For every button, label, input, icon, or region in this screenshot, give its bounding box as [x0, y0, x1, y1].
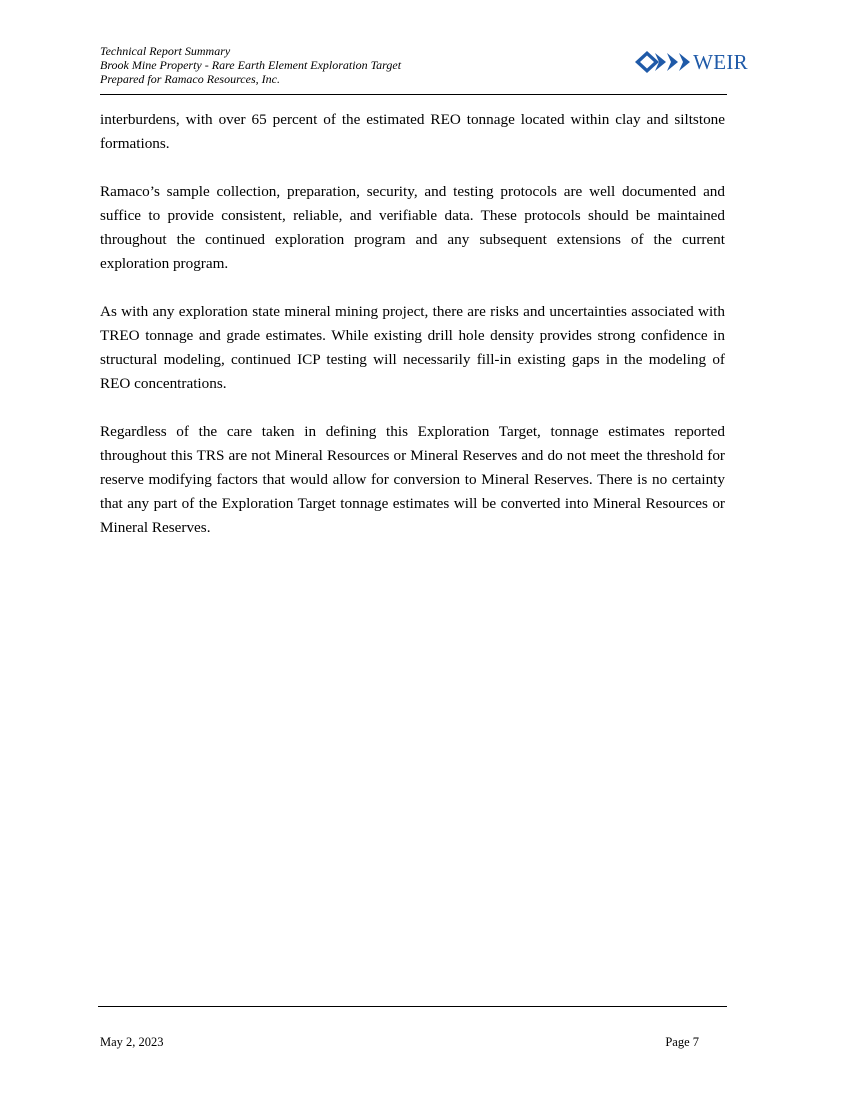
paragraph-risks-uncertainties: As with any exploration state mineral mining project, there are risks and uncertainties associated with TREO tonnage and grade estimates. While existing drill hole density provides strong confidence in structural modeling, continued ICP testing will necessarily fill-in existing gaps in the modeling of REO concentrations. [100, 303, 725, 392]
page-header [100, 44, 748, 95]
header-prepared-for: Prepared for Ramaco Resources, Inc. [100, 72, 280, 86]
header-text-block [100, 44, 401, 86]
report-body [100, 108, 725, 564]
paragraph-sampling-protocols: Ramaco’s sample collection, preparation, security, and testing protocols are well documented and suffice to provide consistent, reliable, and verifiable data. These protocols should be maintained throughout the continued exploration program and any subsequent extensions of the current exploration program. [100, 183, 725, 272]
weir-logo-chevrons-icon [634, 49, 692, 75]
header-report-type: Technical Report Summary [100, 44, 231, 58]
weir-logo-text: WEIR [693, 49, 748, 74]
page-footer [98, 1006, 727, 1049]
page-number: Page 7 [665, 1035, 699, 1049]
footer-date: May 2, 2023 [100, 1035, 164, 1049]
weir-logo [634, 49, 748, 75]
paragraph-exploration-target-disclaimer: Regardless of the care taken in defining this Exploration Target, tonnage estimates reported throughout this TRS are not Mineral Resources or Mineral Reserves and do not meet the threshold for reserve modifying factors that would allow for conversion to Mineral Reserves. There is no certainty that any part of the Exploration Target tonnage estimates will be converted into Mineral Resources or Mineral Reserves. [100, 423, 725, 536]
paragraph-reo-tonnage: interburdens, with over 65 percent of the estimated REO tonnage located within clay and siltstone formations. [100, 111, 725, 152]
header-report-title: Brook Mine Property - Rare Earth Element Exploration Target [100, 58, 402, 72]
